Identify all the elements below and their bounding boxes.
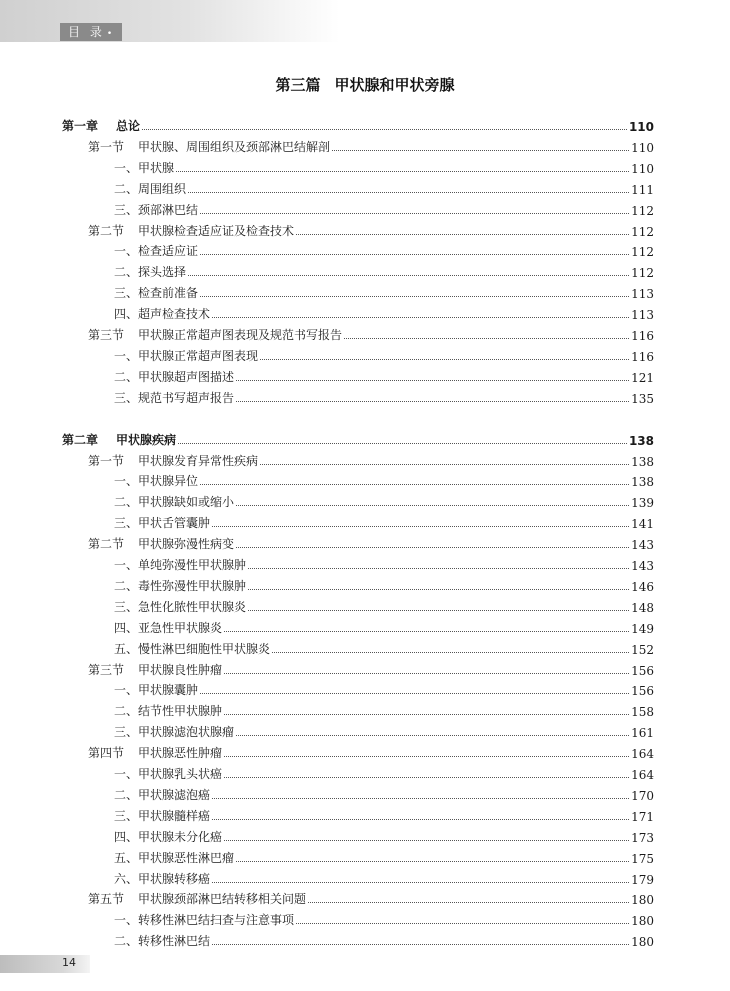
dot-leader (272, 652, 629, 653)
dot-leader (224, 714, 629, 715)
toc-entry-section[interactable] (62, 448, 654, 469)
toc-entry-title: 一、甲状腺 (114, 160, 175, 175)
dot-leader (200, 484, 629, 485)
dot-leader (212, 798, 629, 799)
toc-entry-page: 112 (631, 224, 654, 239)
toc-entry-page: 173 (631, 830, 654, 845)
toc-entry-item[interactable] (62, 552, 654, 573)
dot-leader (248, 610, 629, 611)
toc-entry-title: 一、检查适应证 (114, 244, 199, 259)
dot-leader (236, 505, 629, 506)
toc-entry-item[interactable] (62, 636, 654, 657)
toc-entry-item[interactable] (62, 343, 654, 364)
toc-entry-page: 113 (631, 308, 654, 323)
dot-leader (248, 589, 629, 590)
toc-entry-page: 110 (631, 140, 654, 155)
header-label-text: 目 录 (68, 25, 105, 39)
header-dot: • (106, 29, 113, 39)
toc-entry-number: 第二章 (62, 432, 99, 447)
header-label (60, 23, 122, 41)
toc-entry-title: 总论 (116, 119, 141, 133)
toc-entry-section[interactable] (62, 531, 654, 552)
toc-entry-chapter[interactable] (62, 113, 654, 134)
toc-entry-number: 第二节 (88, 223, 125, 238)
toc-entry-page: 135 (631, 391, 654, 406)
toc-entry-page: 138 (631, 454, 654, 469)
toc-entry-item[interactable] (62, 301, 654, 322)
toc-entry-title: 二、探头选择 (114, 265, 187, 280)
toc-entry-title: 二、周围组织 (114, 181, 187, 196)
toc-entry-item[interactable] (62, 803, 654, 824)
part-number: 第三篇 (275, 76, 321, 94)
toc-entry-title: 三、甲状舌管囊肿 (114, 516, 211, 531)
toc-entry-title: 一、转移性淋巴结扫查与注意事项 (114, 913, 295, 928)
toc-entry-page: 112 (631, 203, 654, 218)
toc-entry-page: 141 (631, 517, 654, 532)
footer-band (0, 955, 90, 973)
toc-entry-title: 一、单纯弥漫性甲状腺肿 (114, 558, 247, 572)
toc-entry-title: 五、慢性淋巴细胞性甲状腺炎 (114, 641, 271, 656)
dot-leader (248, 568, 629, 569)
toc-entry-title: 四、亚急性甲状腺炎 (114, 620, 223, 635)
toc-entry-page: 138 (631, 475, 654, 490)
dot-leader (212, 819, 629, 820)
toc-entry-item[interactable] (62, 761, 654, 782)
toc-entry-item[interactable] (62, 928, 654, 949)
toc-entry-title: 甲状腺良性肿瘤 (138, 662, 223, 677)
toc-entry-page: 111 (631, 182, 654, 197)
dot-leader (176, 171, 629, 172)
dot-leader (332, 150, 629, 151)
toc-entry-page: 113 (631, 287, 654, 302)
dot-leader (178, 443, 627, 444)
toc-entry-page: 180 (631, 914, 654, 929)
toc-entry-number: 第一节 (88, 139, 125, 154)
toc-entry-title: 二、转移性淋巴结 (114, 934, 211, 949)
dot-leader (236, 547, 629, 548)
dot-leader (212, 882, 629, 883)
toc-entry-page: 161 (631, 726, 654, 741)
toc-entry-item[interactable] (62, 468, 654, 489)
toc-entry-title: 甲状腺检查适应证及检查技术 (138, 223, 295, 238)
toc-entry-item[interactable] (62, 719, 654, 740)
toc-entry-page: 110 (628, 120, 654, 134)
dot-leader (224, 777, 629, 778)
toc-entry-section[interactable] (62, 657, 654, 678)
toc-entry-page: 158 (631, 705, 654, 720)
dot-leader (236, 380, 629, 381)
dot-leader (224, 756, 629, 757)
toc-entry-title: 二、甲状腺缺如或缩小 (114, 495, 235, 510)
toc-entry-item[interactable] (62, 259, 654, 280)
toc-entry-section[interactable] (62, 740, 654, 761)
toc-entry-title: 甲状腺正常超声图表现及规范书写报告 (138, 328, 343, 342)
toc-entry-section[interactable] (62, 134, 654, 155)
toc-entry-title: 二、毒性弥漫性甲状腺肿 (114, 578, 247, 593)
toc-entry-title: 四、超声检查技术 (114, 307, 211, 322)
toc-entry-item[interactable] (62, 489, 654, 510)
toc-entry-title: 甲状腺颈部淋巴结转移相关问题 (138, 892, 307, 907)
dot-leader (188, 275, 629, 276)
toc-entry-page: 116 (631, 329, 654, 343)
dot-leader (344, 338, 629, 339)
toc-entry-item[interactable] (62, 510, 654, 531)
toc-entry-title: 三、颈部淋巴结 (114, 202, 199, 217)
toc-entry-title: 甲状腺、周围组织及颈部淋巴结解剖 (138, 139, 331, 154)
toc-entry-title: 三、甲状腺滤泡状腺瘤 (114, 725, 235, 740)
toc-entry-item[interactable] (62, 615, 654, 636)
dot-leader (224, 840, 629, 841)
toc-entry-item[interactable] (62, 845, 654, 866)
toc-entry-page: 180 (631, 935, 654, 950)
toc-entry-title: 甲状腺发育异常性疾病 (138, 453, 259, 468)
dot-leader (200, 254, 629, 255)
toc-entry-title: 三、规范书写超声报告 (114, 390, 235, 405)
part-title (0, 74, 730, 95)
toc-entry-page: 143 (631, 559, 654, 573)
toc-entry-item[interactable] (62, 698, 654, 719)
dot-leader (212, 526, 629, 527)
toc-entry-page: 146 (631, 579, 654, 594)
toc-entry-item[interactable] (62, 824, 654, 845)
toc-entry-title: 一、甲状腺异位 (114, 474, 199, 489)
toc-entry-title: 五、甲状腺恶性淋巴瘤 (114, 850, 235, 865)
toc-entry-title: 二、甲状腺超声图描述 (114, 369, 235, 384)
toc-entry-page: 112 (631, 245, 654, 260)
toc-entry-item[interactable] (62, 280, 654, 301)
dot-leader (200, 213, 629, 214)
toc-entry-page: 170 (631, 788, 654, 803)
dot-leader (224, 673, 629, 674)
toc-entry-item[interactable] (62, 176, 654, 197)
toc-entry-page: 171 (631, 809, 654, 824)
toc-entry-item[interactable] (62, 364, 654, 385)
toc-entry-page: 179 (631, 872, 654, 887)
dot-leader (260, 464, 629, 465)
toc-entry-title: 三、检查前准备 (114, 286, 199, 301)
toc-entry-title: 一、甲状腺乳头状癌 (114, 767, 223, 781)
toc-entry-title: 甲状腺恶性肿瘤 (138, 746, 223, 761)
toc-entry-page: 110 (631, 161, 654, 176)
toc-entry-page: 112 (631, 266, 654, 281)
toc-entry-title: 六、甲状腺转移癌 (114, 871, 211, 886)
toc-entry-number: 第三节 (88, 662, 125, 677)
toc-entry-item[interactable] (62, 866, 654, 887)
dot-leader (296, 923, 629, 924)
toc-entry-page: 121 (631, 370, 654, 385)
dot-leader (236, 735, 629, 736)
toc-entry-page: 164 (631, 747, 654, 762)
toc-entry-page: 152 (631, 642, 654, 657)
toc-entry-page: 156 (631, 663, 654, 678)
dot-leader (212, 317, 629, 318)
dot-leader (236, 401, 629, 402)
toc-entry-item[interactable] (62, 385, 654, 406)
toc-entry-item[interactable] (62, 907, 654, 928)
dot-leader (224, 631, 629, 632)
toc-entry-number: 第四节 (88, 746, 125, 761)
toc-entry-item[interactable] (62, 594, 654, 615)
toc-entry-item[interactable] (62, 197, 654, 218)
toc-entry-title: 甲状腺疾病 (116, 432, 177, 447)
toc-entry-section[interactable] (62, 218, 654, 239)
toc-entry-title: 一、甲状腺正常超声图表现 (114, 348, 259, 363)
toc-entry-section[interactable] (62, 322, 654, 343)
toc-entry-title: 甲状腺弥漫性病变 (138, 537, 235, 552)
toc-entry-page: 116 (631, 349, 654, 364)
toc-entry-item[interactable] (62, 238, 654, 259)
toc-entry-title: 一、甲状腺囊肿 (114, 683, 199, 698)
dot-leader (188, 192, 629, 193)
toc-entry-page: 139 (631, 496, 654, 511)
toc-entry-number: 第一节 (88, 453, 125, 468)
toc-entry-page: 156 (631, 684, 654, 699)
dot-leader (200, 296, 629, 297)
toc-entry-number: 第五节 (88, 892, 125, 907)
header-band (0, 0, 340, 42)
toc-entry-page: 149 (631, 621, 654, 636)
toc-entry-page: 138 (628, 433, 654, 448)
toc-entry-section[interactable] (62, 886, 654, 907)
toc-entry-item[interactable] (62, 155, 654, 176)
toc-entry-title: 三、急性化脓性甲状腺炎 (114, 599, 247, 614)
toc-entry-number: 第一章 (62, 119, 99, 133)
toc-entry-item[interactable] (62, 573, 654, 594)
toc-entry-chapter[interactable] (62, 427, 654, 448)
dot-leader (260, 359, 629, 360)
dot-leader (296, 234, 629, 235)
toc-entry-item[interactable] (62, 677, 654, 698)
toc-entry-page: 148 (631, 600, 654, 615)
dot-leader (212, 944, 629, 945)
toc-entry-title: 四、甲状腺未分化癌 (114, 829, 223, 844)
toc-entry-title: 二、甲状腺滤泡癌 (114, 787, 211, 802)
toc-entry-number: 第二节 (88, 537, 125, 552)
toc-entry-page: 164 (631, 768, 654, 782)
toc-entry-page: 175 (631, 851, 654, 866)
toc-entry-page: 180 (631, 893, 654, 908)
dot-leader (142, 129, 627, 130)
toc-entry-page: 143 (631, 538, 654, 553)
toc-entry-item[interactable] (62, 782, 654, 803)
toc-entry-title: 三、甲状腺髓样癌 (114, 808, 211, 823)
toc-entry-number: 第三节 (88, 328, 125, 342)
dot-leader (236, 861, 629, 862)
part-name: 甲状腺和甲状旁腺 (334, 76, 455, 94)
toc-entry-title: 二、结节性甲状腺肿 (114, 704, 223, 719)
dot-leader (308, 902, 629, 903)
dot-leader (200, 693, 629, 694)
page-number: 14 (62, 956, 76, 969)
